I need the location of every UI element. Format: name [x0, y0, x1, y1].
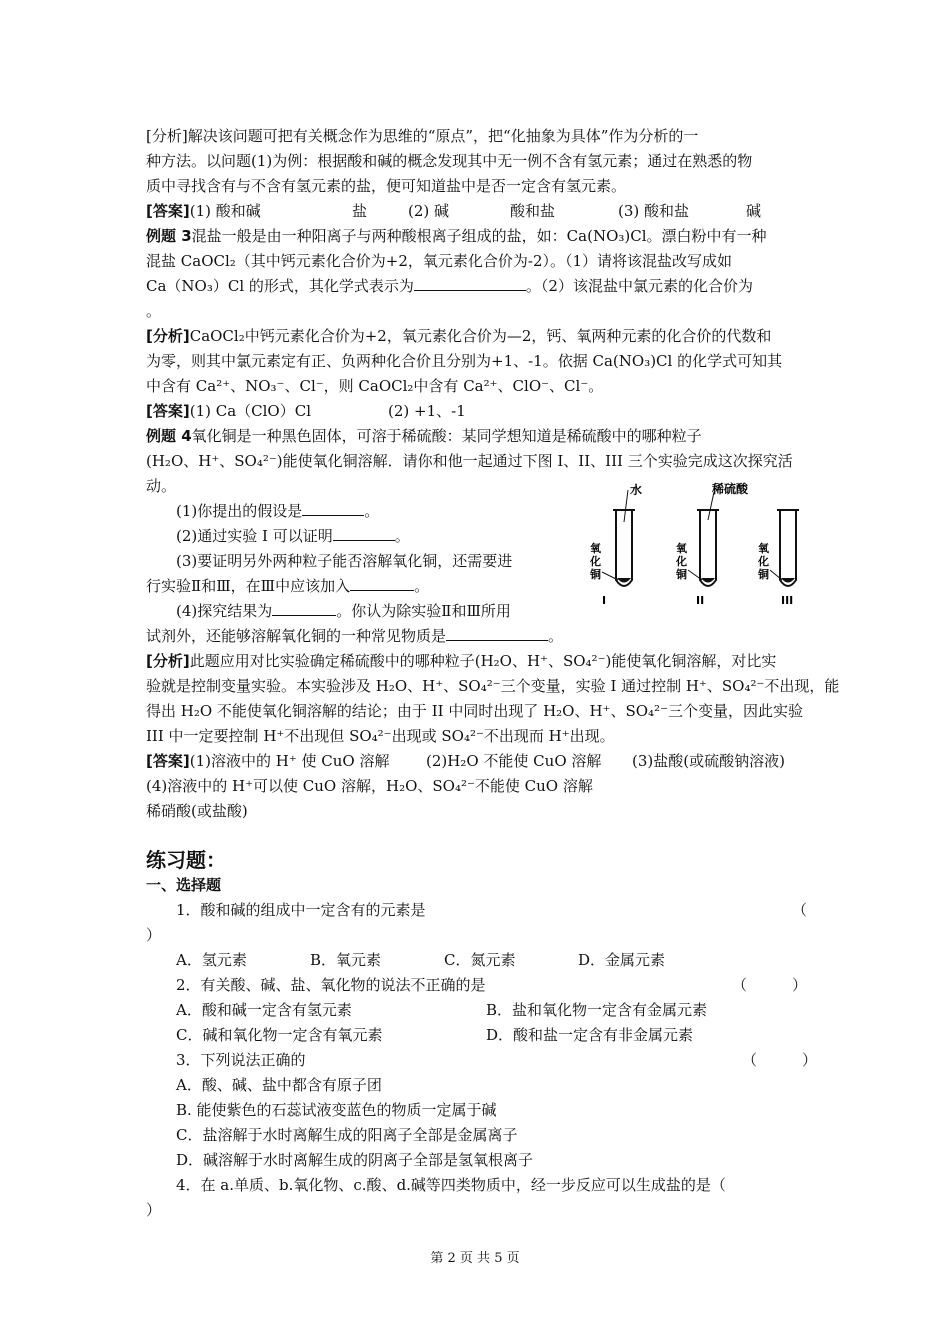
practice-title: 练习题：: [146, 848, 226, 872]
question-4-4-line-1: [176, 599, 511, 624]
example-3-line-2: 混盐 CaOCl₂（其中钙元素化合价为+2，氧元素化合价为-2）。（1）请将该混盐改写成如: [146, 252, 733, 270]
answer-4-c: (3)盐酸(或硫酸钠溶液): [632, 752, 785, 770]
q4-2-end: 。: [394, 527, 410, 545]
q4-2-text: (2)通过实验 I 可以证明: [176, 527, 333, 545]
analysis-4-line-3: 得出 H₂O 不能使氧化铜溶解的结论；由于 II 中同时出现了 H₂O、H⁺、SO₄²⁻三个变量，因此实验: [146, 702, 803, 720]
example-4-line-2: (H₂O、H⁺、SO₄²⁻)能使氧化铜溶解．请你和他一起通过下图 I、II、III 三个实验完成这次探究活: [146, 452, 793, 470]
q4-3-end: 。: [414, 577, 430, 595]
question-4-2: [176, 524, 410, 549]
example-3-text-3a: Ca（NO₃）Cl 的形式，其化学式表示为: [146, 277, 414, 295]
practice-q2-options-2: [176, 1023, 694, 1048]
svg-text:氧: 氧: [676, 542, 687, 555]
test-tube-1: [589, 482, 642, 607]
analysis-1-line-1: [分析]解决该问题可把有关概念作为思维的“原点”，把“化抽象为具体”作为分析的一: [146, 127, 699, 145]
practice-q4: 4．在 a.单质、b.氧化物、c.酸、d.碱等四类物质中，经一步反应可以生成盐的是（: [176, 1176, 726, 1194]
answer-label: [答案]: [146, 202, 190, 220]
practice-q2-paren: （ ）: [732, 976, 808, 994]
answer-1-a: (1) 酸和碱: [189, 202, 261, 220]
q4-4-text: (4)探究结果为: [176, 602, 273, 620]
practice-q4-paren-right: ）: [146, 1201, 162, 1219]
answer-1: [146, 199, 762, 224]
svg-text:铜: 铜: [590, 568, 601, 581]
dilute-sulfuric-acid-label: 稀硫酸: [712, 482, 749, 496]
practice-q2-options-1: [176, 998, 708, 1023]
answer-4-line-2: (4)溶液中的 H⁺可以使 CuO 溶解，H₂O、SO₄²⁻不能使 CuO 溶解: [146, 777, 593, 795]
option-d[interactable]: D．金属元素: [578, 951, 666, 969]
practice-q3-option-a[interactable]: A．酸、碱、盐中都含有原子团: [176, 1076, 382, 1094]
example-4-line-1: [146, 424, 702, 449]
question-4-3-line-2: [146, 574, 429, 599]
q4-4-text-b: 。你认为除实验Ⅱ和Ⅲ所用: [336, 602, 511, 620]
practice-q1: 1．酸和碱的组成中一定含有的元素是: [176, 901, 426, 919]
svg-text:氧: 氧: [590, 542, 601, 555]
analysis-3-line-2: 为零，则其中氯元素定有正、负两种化合价且分别为+1、-1。依据 Ca(NO₃)Cl 的化学式可知其: [146, 352, 783, 370]
page-footer: 第 2 页 共 5 页: [430, 1251, 520, 1266]
practice-q1-options: [176, 948, 666, 973]
q4-1-end: 。: [364, 502, 380, 520]
example-3-line-4: 。: [146, 302, 162, 320]
test-tube-3: [757, 510, 799, 607]
practice-q3: 3．下列说法正确的: [176, 1051, 306, 1069]
answer-4-line-3: 稀硝酸(或盐酸): [146, 802, 248, 820]
analysis-4-text-1: 此题应用对比实验确定稀硫酸中的哪种粒子(H₂O、H⁺、SO₄²⁻)能使氧化铜溶解，对比实: [189, 652, 777, 670]
practice-q3-paren: （ ）: [742, 1051, 818, 1069]
section-heading: 一、选择题: [146, 876, 222, 894]
svg-text:化: 化: [758, 555, 769, 568]
analysis-4-line-1: [146, 649, 776, 674]
question-4-1: [176, 499, 379, 524]
question-4-4-line-2: [146, 624, 563, 649]
answer-1-b: 盐: [352, 202, 368, 220]
water-label: 水: [630, 483, 643, 497]
option-b[interactable]: B．氧元素: [310, 951, 382, 969]
answer-label: [答案]: [146, 402, 190, 420]
answer-4-a: (1)溶液中的 H⁺ 使 CuO 溶解: [189, 752, 390, 770]
analysis-label: [分析]: [146, 327, 190, 345]
option-c[interactable]: C．氮元素: [444, 951, 516, 969]
q4-4-end: 。: [548, 627, 564, 645]
answer-3: [146, 399, 466, 424]
svg-text:化: 化: [676, 555, 687, 568]
svg-text:铜: 铜: [758, 568, 769, 581]
practice-q3-option-d[interactable]: D．碱溶解于水时离解生成的阴离子全部是氢氧根离子: [176, 1151, 534, 1169]
option-a[interactable]: A．氢元素: [176, 951, 247, 969]
question-4-3-line-1: (3)要证明另外两种粒子能否溶解氧化铜，还需要进: [176, 552, 513, 570]
answer-blank[interactable]: [333, 524, 395, 541]
answer-4-b: (2)H₂O 不能使 CuO 溶解: [426, 752, 602, 770]
example-3-label: 例题 3: [146, 227, 192, 245]
answer-4-line-1: [146, 749, 785, 774]
tube-label-3: III: [781, 594, 794, 607]
analysis-1-line-3: 质中寻找含有与不含有氢元素的盐，便可知道盐中是否一定含有氢元素。: [146, 177, 627, 195]
example-3-line-1: [146, 224, 767, 249]
option-a[interactable]: A．酸和碱一定含有氢元素: [176, 1001, 352, 1019]
answer-blank[interactable]: [272, 599, 336, 616]
example-4-text-1: 氧化铜是一种黑色固体，可溶于稀硫酸：某同学想知道是稀硫酸中的哪种粒子: [191, 427, 702, 445]
practice-q3-option-b[interactable]: B. 能使紫色的石蕊试液变蓝色的物质一定属于碱: [176, 1101, 497, 1119]
answer-1-f: 碱: [746, 202, 762, 220]
answer-blank[interactable]: [350, 574, 414, 591]
example-4-line-3: 动。: [146, 477, 177, 495]
test-tube-2: [675, 482, 749, 607]
tube-label-2: II: [696, 594, 705, 607]
answer-3-a: (1) Ca（ClO）Cl: [189, 402, 312, 420]
analysis-1-line-2: 种方法。以问题(1)为例：根据酸和碱的概念发现其中无一例不含有氢元素；通过在熟悉的物: [146, 152, 753, 170]
practice-q1-paren-right: ）: [146, 926, 162, 944]
example-3-text-3b: 。（2）该混盐中氯元素的化合价为: [525, 277, 753, 295]
answer-blank[interactable]: [446, 624, 548, 641]
test-tube-figure: [588, 482, 808, 612]
practice-q2: 2．有关酸、碱、盐、氧化物的说法不正确的是: [176, 976, 486, 994]
tube-label-1: I: [602, 594, 607, 607]
practice-q1-paren-left: （: [792, 901, 808, 919]
practice-q3-option-c[interactable]: C．盐溶解于水时离解生成的阳离子全部是金属离子: [176, 1126, 518, 1144]
analysis-3-line-3: 中含有 Ca²⁺、NO₃⁻、Cl⁻，则 CaOCl₂中含有 Ca²⁺、ClO⁻、Cl⁻。: [146, 377, 604, 395]
analysis-4-line-4: III 中一定要控制 H⁺不出现但 SO₄²⁻出现或 SO₄²⁻不出现而 H⁺出现。: [146, 727, 615, 745]
answer-label: [答案]: [146, 752, 190, 770]
analysis-4-line-2: 验就是控制变量实验。本实验涉及 H₂O、H⁺、SO₄²⁻三个变量，实验 I 通过控制 H⁺、SO₄²⁻不出现，能: [146, 677, 840, 695]
option-c[interactable]: C．碱和氧化物一定含有氧元素: [176, 1026, 383, 1044]
q4-4-text-2: 试剂外，还能够溶解氧化铜的一种常见物质是: [146, 627, 447, 645]
option-d[interactable]: D．酸和盐一定含有非金属元素: [486, 1026, 694, 1044]
example-3-text-1: 混盐一般是由一种阳离子与两种酸根离子组成的盐，如：Ca(NO₃)Cl。漂白粉中有一种: [191, 227, 767, 245]
q4-1-text: (1)你提出的假设是: [176, 502, 303, 520]
svg-text:化: 化: [590, 555, 601, 568]
answer-3-b: (2) +1、-1: [388, 402, 466, 420]
answer-blank[interactable]: [302, 499, 364, 516]
answer-blank[interactable]: [414, 274, 526, 291]
example-3-line-3: [146, 274, 753, 299]
answer-1-c: (2) 碱: [408, 202, 450, 220]
option-b[interactable]: B．盐和氧化物一定含有金属元素: [486, 1001, 708, 1019]
answer-1-e: (3) 酸和盐: [618, 202, 690, 220]
answer-1-d: 酸和盐: [510, 202, 556, 220]
analysis-label: [分析]: [146, 652, 190, 670]
example-4-label: 例题 4: [146, 427, 192, 445]
svg-text:铜: 铜: [676, 568, 687, 581]
analysis-3-line-1: [146, 324, 771, 349]
svg-text:氧: 氧: [758, 542, 769, 555]
analysis-3-text-1: CaOCl₂中钙元素化合价为+2，氧元素化合价为—2，钙、氧两种元素的化合价的代数和: [189, 327, 772, 345]
q4-3-text: 行实验Ⅱ和Ⅲ，在Ⅲ中应该加入: [146, 577, 351, 595]
